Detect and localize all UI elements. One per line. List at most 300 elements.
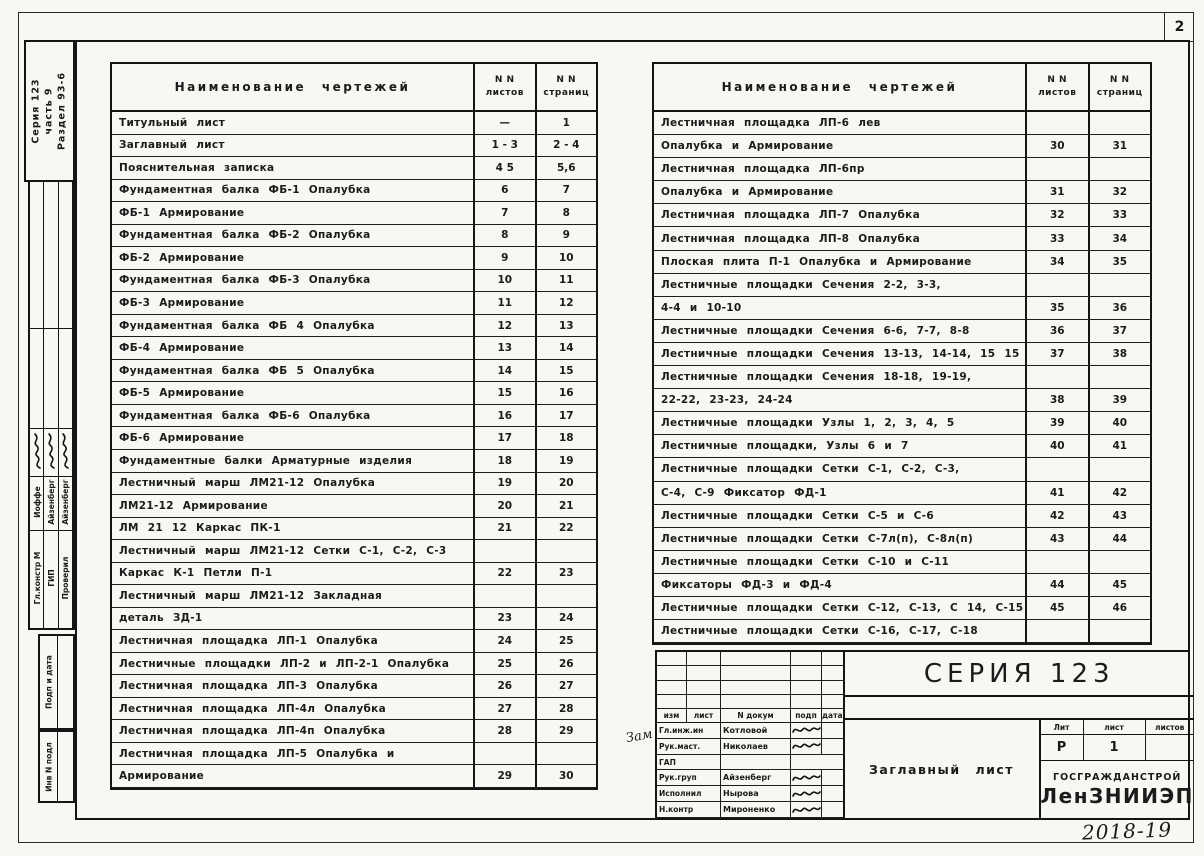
drawing-name-cell: Фундаментная балка ФБ-6 Опалубка xyxy=(112,405,475,427)
page-number-cell: 37 xyxy=(1112,324,1128,337)
sheet-number-cell xyxy=(1027,620,1090,642)
page-number-cell: 16 xyxy=(558,387,574,400)
table-row xyxy=(112,495,596,518)
table-header xyxy=(112,64,596,112)
sheet-number-cell xyxy=(1027,551,1090,573)
sheet-number-cell: 10 xyxy=(475,270,537,292)
table-row xyxy=(112,292,596,315)
table-row xyxy=(112,585,596,608)
table-row xyxy=(112,315,596,338)
signature-icon xyxy=(30,432,43,470)
page-number-cell: 43 xyxy=(1112,509,1128,522)
handwritten-zam-note: Зам xyxy=(624,726,654,747)
page-number-cell: 23 xyxy=(558,567,574,580)
drawing-name-cell: Лестничная площадка ЛП-3 Опалубка xyxy=(112,675,475,697)
table-row xyxy=(112,653,596,676)
page-number-cell: 27 xyxy=(558,680,574,693)
drawing-name-cell: Лестничная площадка ЛП-1 Опалубка xyxy=(112,630,475,652)
strip-divider xyxy=(30,328,73,329)
drawing-name-cell: Плоская плита П-1 Опалубка и Армирование xyxy=(654,251,1027,273)
drawing-name-cell: Лестничная площадка ЛП-4л Опалубка xyxy=(112,698,475,720)
page-number-cell: 30 xyxy=(558,770,574,783)
signature-icon xyxy=(791,724,821,736)
page-number-cell xyxy=(1090,551,1151,573)
drawing-name-cell: Лестничный марш ЛМ21-12 Сетки С-1, С-2, С-3 xyxy=(112,540,475,562)
sheet-number-cell: 30 xyxy=(1027,135,1090,157)
sign-role: Исполнил xyxy=(657,786,721,801)
sign-name: Котловой xyxy=(721,723,791,738)
table-row xyxy=(654,597,1150,620)
page-number-cell: 26 xyxy=(558,657,574,670)
series-line: часть 9 xyxy=(43,87,55,135)
signer-name: Айзенберг xyxy=(60,479,70,525)
table-row xyxy=(112,630,596,653)
sheet-number-cell: 29 xyxy=(475,765,537,787)
sign-date xyxy=(822,786,843,801)
page-number-cell xyxy=(537,540,597,562)
table-row xyxy=(112,675,596,698)
page-number: 2 xyxy=(1174,19,1185,35)
table-row xyxy=(654,482,1150,505)
drawing-name-cell: Лестничные площадки Сетки С-16, С-17, С-18 xyxy=(654,620,1027,642)
table-row xyxy=(112,608,596,631)
signer-role: Проверил xyxy=(60,556,70,600)
sheet-number-cell: 12 xyxy=(475,315,537,337)
sign-row xyxy=(657,786,843,802)
sheet-number-cell: 43 xyxy=(1027,528,1090,550)
sign-date xyxy=(822,723,843,738)
table-row xyxy=(654,112,1150,135)
sheet-number-cell xyxy=(1027,458,1090,480)
table-row xyxy=(654,320,1150,343)
drawing-name-cell: С-4, С-9 Фиксатор ФД-1 xyxy=(654,482,1027,504)
table-header xyxy=(654,64,1150,112)
page-number-cell xyxy=(1090,620,1151,642)
sign-role: Н.контр xyxy=(657,802,721,817)
drawing-name-cell: 4-4 и 10-10 xyxy=(654,297,1027,319)
sign-name: Николаев xyxy=(721,739,791,754)
drawing-name-cell: Опалубка и Армирование xyxy=(654,135,1027,157)
sheet-number-cell xyxy=(475,743,537,765)
sheet-number-cell: 22 xyxy=(475,563,537,585)
column-header-sheets: N N листов xyxy=(475,64,537,110)
table-row xyxy=(112,518,596,541)
drawing-name-cell: Лестничные площадки ЛП-2 и ЛП-2-1 Опалубка xyxy=(112,653,475,675)
signature-icon xyxy=(791,740,821,752)
sheet-number-cell xyxy=(1027,366,1090,388)
sign-name: Нырова xyxy=(721,786,791,801)
table-row xyxy=(654,551,1150,574)
table-row xyxy=(112,743,596,766)
sheet-number-cell: 6 xyxy=(475,180,537,202)
signature-icon xyxy=(791,804,821,816)
signature-icon xyxy=(791,772,821,784)
signer-name: Айзенберг xyxy=(46,479,56,525)
lit-header: Лит лист листов xyxy=(1041,720,1194,735)
table-row xyxy=(654,251,1150,274)
drawing-name-cell: Лестничные площадки Сетки С-5 и С-6 xyxy=(654,505,1027,527)
sign-role: Рук.груп xyxy=(657,770,721,785)
table-rows xyxy=(654,112,1150,643)
title-block-blank-band xyxy=(845,697,1194,720)
drawing-name-cell: Лестничный марш ЛМ21-12 Опалубка xyxy=(112,473,475,495)
drawing-name-cell: Фундаментные балки Арматурные изделия xyxy=(112,450,475,472)
sign-name: Айзенберг xyxy=(721,770,791,785)
sign-date xyxy=(822,755,843,770)
table-row xyxy=(654,389,1150,412)
page-number-cell: 36 xyxy=(1112,301,1128,314)
column-header-pages: N N страниц xyxy=(1096,75,1143,98)
title-block xyxy=(655,650,1194,820)
sheet-number-cell: 11 xyxy=(475,292,537,314)
page-number-cell: 29 xyxy=(558,725,574,738)
sheets-total-value xyxy=(1146,735,1194,760)
sheet-number-cell xyxy=(475,540,537,562)
sheet-number-cell: 7 xyxy=(475,202,537,224)
table-row xyxy=(112,157,596,180)
table-row xyxy=(654,505,1150,528)
sign-date xyxy=(822,770,843,785)
page-number-cell: 39 xyxy=(1112,394,1128,407)
drawing-name-cell: Фундаментная балка ФБ 4 Опалубка xyxy=(112,315,475,337)
table-row xyxy=(654,158,1150,181)
page-number-cell xyxy=(1090,112,1151,134)
sheet-number-cell: 40 xyxy=(1027,435,1090,457)
sign-role: Рук.маст. xyxy=(657,739,721,754)
table-row xyxy=(654,274,1150,297)
drawing-name-cell: ФБ-1 Армирование xyxy=(112,202,475,224)
page-number-cell: 22 xyxy=(558,522,574,535)
sheet-number-cell: 1 - 3 xyxy=(475,135,537,157)
page-number-cell: 41 xyxy=(1112,440,1128,453)
drawing-name-cell: Лестничные площадки Сетки С-1, С-2, С-3, xyxy=(654,458,1027,480)
column-header-name: Наименование чертежей xyxy=(654,64,1027,110)
drawing-name-cell: ФБ-6 Армирование xyxy=(112,427,475,449)
drawing-name-cell: Каркас К-1 Петли П-1 xyxy=(112,563,475,585)
drawing-name-cell: Фундаментная балка ФБ 5 Опалубка xyxy=(112,360,475,382)
sheet-number-cell: 27 xyxy=(475,698,537,720)
drawing-name-cell: Лестничные площадки Сетки С-7л(п), С-8л(п) xyxy=(654,528,1027,550)
title-block-main xyxy=(845,652,1194,818)
page-number-cell: 9 xyxy=(562,229,570,242)
page-number-cell: 10 xyxy=(558,251,574,264)
sign-row xyxy=(657,802,843,818)
sheet-number-cell: 45 xyxy=(1027,597,1090,619)
table-row xyxy=(654,435,1150,458)
sheet-number-cell: 28 xyxy=(475,720,537,742)
sheet-number-cell: 19 xyxy=(475,473,537,495)
strip-divider xyxy=(30,530,73,531)
sheet-number-cell: 35 xyxy=(1027,297,1090,319)
page-number-cell: 8 xyxy=(562,206,570,219)
sheet-number-cell: 24 xyxy=(475,630,537,652)
sheet-number-cell: 13 xyxy=(475,337,537,359)
drawing-name-cell: Опалубка и Армирование xyxy=(654,181,1027,203)
margin-sign-column xyxy=(44,182,58,628)
page-number-cell: 31 xyxy=(1112,140,1128,153)
table-row xyxy=(112,450,596,473)
sheet-number-cell: 25 xyxy=(475,653,537,675)
table-rows xyxy=(112,112,596,788)
sheet-number-cell xyxy=(1027,158,1090,180)
table-row xyxy=(654,343,1150,366)
table-row xyxy=(112,337,596,360)
lit-value: Р xyxy=(1041,735,1084,760)
podp-i-data-label: Подп и дата xyxy=(44,655,53,709)
table-row xyxy=(112,382,596,405)
sheet-number-cell: 15 xyxy=(475,382,537,404)
page-number-cell: 42 xyxy=(1112,486,1128,499)
drawing-name-cell: ФБ-3 Армирование xyxy=(112,292,475,314)
sign-name xyxy=(721,755,791,770)
page-number-cell xyxy=(537,743,597,765)
organization-cell xyxy=(1041,761,1194,818)
table-row xyxy=(654,181,1150,204)
drawing-name-cell: Фиксаторы ФД-3 и ФД-4 xyxy=(654,574,1027,596)
sheet-number-cell: — xyxy=(475,112,537,134)
strip-divider xyxy=(30,428,73,429)
signer-role: Гл.констр М xyxy=(32,551,42,605)
drawing-name-cell: ФБ-5 Армирование xyxy=(112,382,475,404)
institute-name: ЛенЗНИИЭП xyxy=(1040,783,1194,808)
table-row xyxy=(112,540,596,563)
page-number-cell: 5,6 xyxy=(556,161,576,174)
page-number-cell: 46 xyxy=(1112,602,1128,615)
drawing-name-cell: Лестничная площадка ЛП-7 Опалубка xyxy=(654,204,1027,226)
table-row xyxy=(112,112,596,135)
table-row xyxy=(112,427,596,450)
page-number-box xyxy=(1164,13,1194,42)
document-title: Заглавный лист xyxy=(845,720,1041,818)
signature-icon xyxy=(791,788,821,800)
drawing-name-cell: Лестничный марш ЛМ21-12 Закладная xyxy=(112,585,475,607)
margin-sign-column xyxy=(59,182,73,628)
sheet-number-cell: 14 xyxy=(475,360,537,382)
table-row xyxy=(112,405,596,428)
table-row xyxy=(112,473,596,496)
drawing-name-cell: Лестничная площадка ЛП-6пр xyxy=(654,158,1027,180)
sheet-number-cell: 36 xyxy=(1027,320,1090,342)
drawing-name-cell: Лестничные площадки Сетки С-12, С-13, С 14, С-15 xyxy=(654,597,1027,619)
sheet-number-cell: 8 xyxy=(475,225,537,247)
drawing-name-cell: Лестничные площадки Сетки С-10 и С-11 xyxy=(654,551,1027,573)
sheet-number-cell: 33 xyxy=(1027,227,1090,249)
page-number-cell: 15 xyxy=(558,364,574,377)
page-number-cell xyxy=(1090,158,1151,180)
page-number-cell: 7 xyxy=(562,184,570,197)
table-row xyxy=(112,765,596,788)
table-row xyxy=(112,270,596,293)
series-line: Раздел 93-6 xyxy=(55,71,67,151)
page-number-cell: 20 xyxy=(558,477,574,490)
drawing-name-cell: Лестничная площадка ЛП-6 лев xyxy=(654,112,1027,134)
table-row xyxy=(654,227,1150,250)
drawing-name-cell: Лестничные площадки Узлы 1, 2, 3, 4, 5 xyxy=(654,412,1027,434)
margin-box-podp xyxy=(38,634,75,730)
signature-icon xyxy=(59,432,72,470)
sheet-number-cell: 32 xyxy=(1027,204,1090,226)
page-number-cell: 44 xyxy=(1112,532,1128,545)
page-number-cell: 17 xyxy=(558,409,574,422)
signature-icon xyxy=(44,432,57,470)
sheet-number-cell: 18 xyxy=(475,450,537,472)
series-line: Серия 123 xyxy=(30,78,42,144)
sign-row xyxy=(657,755,843,771)
signer-role: ГИП xyxy=(46,569,56,587)
page-number-cell xyxy=(1090,458,1151,480)
sign-row xyxy=(657,739,843,755)
drawing-name-cell: Заглавный лист xyxy=(112,135,475,157)
handwritten-year-note: 2018-19 xyxy=(1081,817,1173,845)
sign-date xyxy=(822,739,843,754)
title-block-revision-area xyxy=(657,652,845,818)
drawing-name-cell: Лестничная площадка ЛП-8 Опалубка xyxy=(654,227,1027,249)
sheet-number-cell: 42 xyxy=(1027,505,1090,527)
title-block-sign-rows xyxy=(657,723,843,818)
page-number-cell: 33 xyxy=(1112,209,1128,222)
sign-row xyxy=(657,723,843,739)
series-title: СЕРИЯ 123 xyxy=(845,652,1194,697)
drawing-name-cell: Лестничные площадки, Узлы 6 и 7 xyxy=(654,435,1027,457)
table-row xyxy=(654,528,1150,551)
drawing-name-cell: Лестничные площадки Сечения 6-6, 7-7, 8-8 xyxy=(654,320,1027,342)
margin-series-box xyxy=(24,40,75,182)
drawing-name-cell: деталь ЗД-1 xyxy=(112,608,475,630)
table-row xyxy=(654,620,1150,643)
drawing-name-cell: ФБ-4 Армирование xyxy=(112,337,475,359)
page-number-cell: 24 xyxy=(558,612,574,625)
sheet-number-cell: 37 xyxy=(1027,343,1090,365)
sheet-number-cell: 23 xyxy=(475,608,537,630)
sheet-value: 1 xyxy=(1084,735,1146,760)
page-number-cell: 35 xyxy=(1112,255,1128,268)
page-number-cell: 2 - 4 xyxy=(553,139,580,152)
table-row xyxy=(112,225,596,248)
drawing-name-cell: Лестничные площадки Сечения 13-13, 14-14, 15 15 xyxy=(654,343,1027,365)
sheet-number-cell: 17 xyxy=(475,427,537,449)
table-row xyxy=(112,360,596,383)
sheet-number-cell: 31 xyxy=(1027,181,1090,203)
inv-n-podl-label: Инв N подл xyxy=(44,741,53,792)
sheet-number-cell: 38 xyxy=(1027,389,1090,411)
sheet-number-cell: 21 xyxy=(475,518,537,540)
page-number-cell: 45 xyxy=(1112,578,1128,591)
table-row xyxy=(112,563,596,586)
table-row xyxy=(112,180,596,203)
margin-sign-strip xyxy=(28,182,75,630)
table-row xyxy=(654,366,1150,389)
drawing-name-cell: ЛМ 21 12 Каркас ПК-1 xyxy=(112,518,475,540)
sheet-number-cell xyxy=(1027,112,1090,134)
drawing-name-cell: ЛМ21-12 Армирование xyxy=(112,495,475,517)
table-row xyxy=(654,297,1150,320)
drawing-name-cell: Лестничные площадки Сечения 18-18, 19-19, xyxy=(654,366,1027,388)
column-header-name: Наименование чертежей xyxy=(112,64,475,110)
sheet-number-cell xyxy=(475,585,537,607)
sheet-number-cell: 26 xyxy=(475,675,537,697)
margin-series-text xyxy=(26,42,73,180)
drawing-name-cell: Титульный лист xyxy=(112,112,475,134)
drawing-name-cell: 22-22, 23-23, 24-24 xyxy=(654,389,1027,411)
drawing-name-cell: Лестничная площадка ЛП-5 Опалубка и xyxy=(112,743,475,765)
table-row xyxy=(112,202,596,225)
table-row xyxy=(654,412,1150,435)
sheet-number-cell: 16 xyxy=(475,405,537,427)
drawing-name-cell: Пояснительная записка xyxy=(112,157,475,179)
drawing-index-table-right xyxy=(652,62,1152,645)
page-number-cell xyxy=(1090,274,1151,296)
page-number-cell: 34 xyxy=(1112,232,1128,245)
table-row xyxy=(654,204,1150,227)
page-number-cell: 13 xyxy=(558,319,574,332)
sheet-number-cell xyxy=(1027,274,1090,296)
organization-name: ГОСГРАЖДАНСТРОЙ xyxy=(1053,771,1182,783)
drawing-name-cell: Фундаментная балка ФБ-2 Опалубка xyxy=(112,225,475,247)
drawing-name-cell: ФБ-2 Армирование xyxy=(112,247,475,269)
page-number-cell: 32 xyxy=(1112,186,1128,199)
sign-name: Мироненко xyxy=(721,802,791,817)
drawing-name-cell: Фундаментная балка ФБ-1 Опалубка xyxy=(112,180,475,202)
table-row xyxy=(654,574,1150,597)
page-number-cell: 19 xyxy=(558,454,574,467)
page-number-cell: 40 xyxy=(1112,417,1128,430)
sheet-number-cell: 4 5 xyxy=(475,157,537,179)
table-row xyxy=(654,135,1150,158)
lit-values xyxy=(1041,735,1194,761)
table-row xyxy=(112,698,596,721)
revision-grid xyxy=(657,652,843,709)
page-number-cell xyxy=(537,585,597,607)
drawing-name-cell: Фундаментная балка ФБ-3 Опалубка xyxy=(112,270,475,292)
sheet-number-cell: 39 xyxy=(1027,412,1090,434)
sign-row xyxy=(657,770,843,786)
page-number-cell: 25 xyxy=(558,634,574,647)
table-row xyxy=(112,247,596,270)
page-number-cell: 14 xyxy=(558,342,574,355)
revision-columns-header: изм лист N докум подп дата xyxy=(657,709,843,723)
strip-divider xyxy=(30,476,73,477)
sheet-number-cell: 34 xyxy=(1027,251,1090,273)
margin-box-inv xyxy=(38,730,75,803)
column-header-pages: N N страниц xyxy=(543,75,590,98)
sign-role: ГАП xyxy=(657,755,721,770)
page-number-cell: 38 xyxy=(1112,347,1128,360)
drawing-index-table-left xyxy=(110,62,598,790)
signer-name: Иоффе xyxy=(32,486,42,518)
table-row xyxy=(654,458,1150,481)
page-number-cell xyxy=(1090,366,1151,388)
sheet-number-cell: 20 xyxy=(475,495,537,517)
sign-date xyxy=(822,802,843,817)
page-number-cell: 18 xyxy=(558,432,574,445)
table-row xyxy=(112,135,596,158)
drawing-name-cell: Лестничная площадка ЛП-4п Опалубка xyxy=(112,720,475,742)
sign-role: Гл.инж.ин xyxy=(657,723,721,738)
page-number-cell: 12 xyxy=(558,297,574,310)
margin-sign-column xyxy=(30,182,44,628)
page-number-cell: 21 xyxy=(558,499,574,512)
table-row xyxy=(112,720,596,743)
sheet-number-cell: 44 xyxy=(1027,574,1090,596)
page-number-cell: 11 xyxy=(558,274,574,287)
sheet-number-cell: 41 xyxy=(1027,482,1090,504)
sheet-number-cell: 9 xyxy=(475,247,537,269)
column-header-sheets: N N листов xyxy=(1027,64,1090,110)
page-number-cell: 28 xyxy=(558,702,574,715)
page-number-cell: 1 xyxy=(562,116,570,129)
drawing-name-cell: Армирование xyxy=(112,765,475,787)
drawing-name-cell: Лестничные площадки Сечения 2-2, 3-3, xyxy=(654,274,1027,296)
